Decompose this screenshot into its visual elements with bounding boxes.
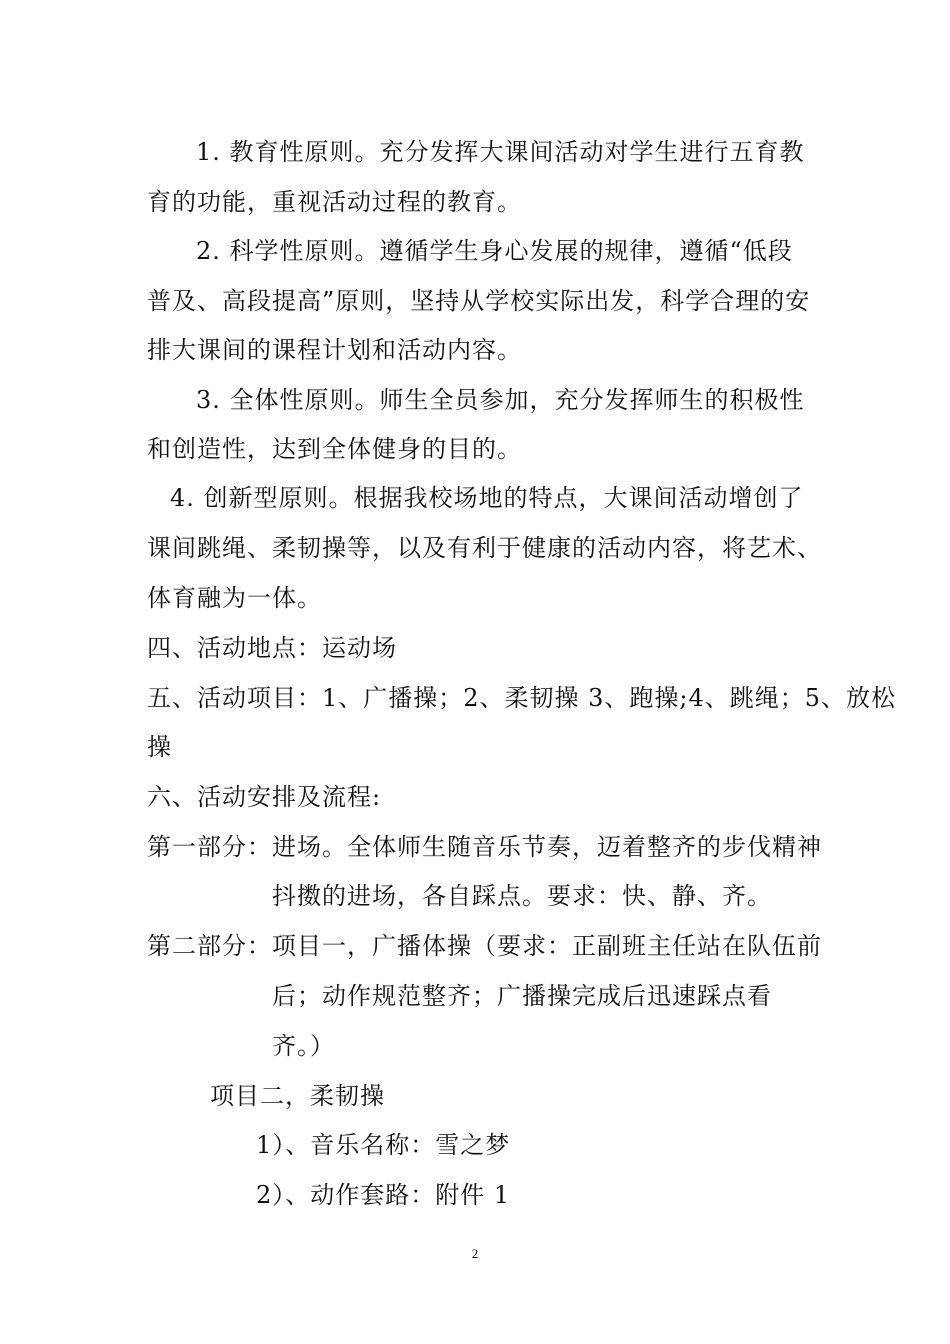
part2-line2: 后；动作规范整齐；广播操完成后迅速踩点看 xyxy=(272,982,772,1010)
para4-line1: 4. 创新型原则。根据我校场地的特点，大课间活动增创了 xyxy=(170,484,804,512)
para2-line2: 普及、高段提高”原则，坚持从学校实际出发，科学合理的安 xyxy=(147,287,811,315)
section-items-line2: 操 xyxy=(147,733,172,761)
para4-line2: 课间跳绳、柔韧操等，以及有利于健康的活动内容，将艺术、 xyxy=(147,534,822,562)
part1-line1: 第一部分：进场。全体师生随音乐节奏，迈着整齐的步伐精神 xyxy=(147,833,822,861)
section-schedule: 六、活动安排及流程: xyxy=(147,783,382,811)
part2-line1: 第二部分：项目一，广播体操（要求：正副班主任站在队伍前 xyxy=(147,932,822,960)
item2-title: 项目二，柔韧操 xyxy=(210,1082,385,1110)
para1-line2: 育的功能，重视活动过程的教育。 xyxy=(147,188,522,216)
section-items-line1: 五、活动项目：1、广播操；2、柔韧操 3、跑操;4、跳绳；5、放松 xyxy=(147,684,897,712)
section-location: 四、活动地点：运动场 xyxy=(147,634,397,662)
part1-line2: 抖擞的进场，各自踩点。要求：快、静、齐。 xyxy=(272,882,772,910)
page-number: 2 xyxy=(471,1246,479,1261)
item2-music: 1）、音乐名称：雪之梦 xyxy=(256,1131,511,1159)
part2-line3: 齐。） xyxy=(272,1032,335,1060)
para1-line1: 1. 教育性原则。充分发挥大课间活动对学生进行五育教 xyxy=(196,138,805,166)
para3-line1: 3. 全体性原则。师生全员参加，充分发挥师生的积极性 xyxy=(196,386,805,414)
para2-line1: 2. 科学性原则。遵循学生身心发展的规律，遵循“低段 xyxy=(196,237,793,265)
para3-line2: 和创造性，达到全体健身的目的。 xyxy=(147,435,522,463)
para4-line3: 体育融为一体。 xyxy=(147,584,322,612)
para2-line3: 排大课间的课程计划和活动内容。 xyxy=(147,336,522,364)
item2-routine: 2）、动作套路：附件 1 xyxy=(256,1181,511,1209)
